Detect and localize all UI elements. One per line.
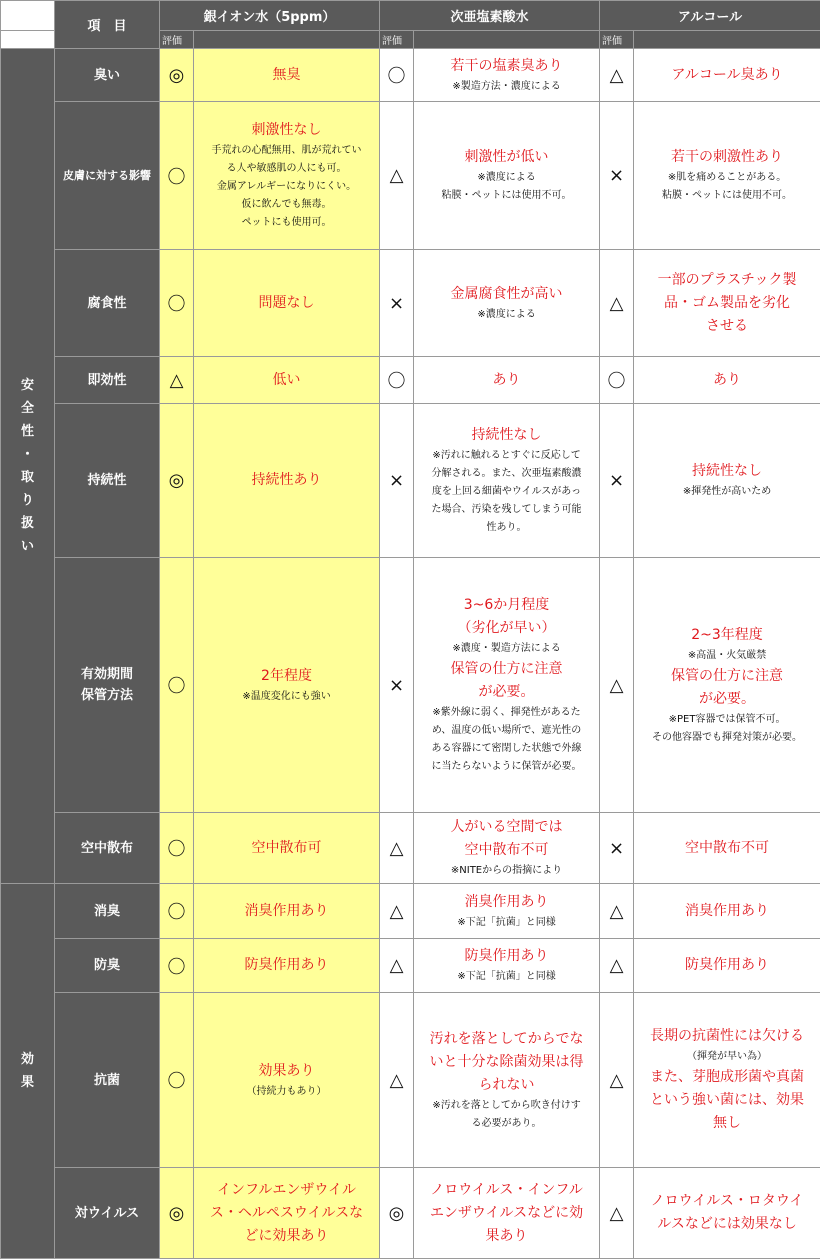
rating-hypochlorous: × bbox=[380, 404, 414, 558]
note-text: 度を上回る細菌やウイルスがあっ bbox=[431, 486, 582, 497]
rating-alcohol: 〇 bbox=[600, 357, 634, 404]
note-text: ※製造方法・濃度による bbox=[452, 80, 561, 92]
rating-alcohol: △ bbox=[600, 1168, 634, 1259]
note-text: ※温度変化にも強い bbox=[242, 690, 331, 702]
main-text: られない bbox=[478, 1076, 535, 1093]
rating-hypochlorous: × bbox=[380, 558, 414, 813]
rating-subheader: 評価 bbox=[600, 31, 634, 49]
main-text: 消臭作用あり bbox=[244, 902, 329, 919]
value-hypochlorous bbox=[414, 250, 600, 357]
item-text: 有効期間 bbox=[80, 667, 133, 682]
value-alcohol bbox=[634, 357, 820, 404]
main-text: 消臭作用あり bbox=[685, 902, 770, 919]
main-text: エンザウイルスなどに効 bbox=[429, 1204, 584, 1221]
note-text: ※汚れを落としてから吹き付けす bbox=[432, 1099, 581, 1111]
rating-alcohol: △ bbox=[600, 49, 634, 102]
main-text: 保管の仕方に注意 bbox=[671, 667, 784, 684]
category-char: 効 bbox=[20, 1052, 34, 1067]
note-text: ※NITEからの指摘により bbox=[450, 865, 563, 876]
rating-alcohol: × bbox=[600, 404, 634, 558]
item-text: 腐食性 bbox=[87, 295, 127, 311]
item-text: 臭い bbox=[93, 67, 120, 83]
item-text: 即効性 bbox=[87, 372, 127, 388]
main-text: また、芽胞成形菌や真菌 bbox=[650, 1069, 805, 1085]
rating-silver-ion: ◎ bbox=[160, 404, 194, 558]
category-char: い bbox=[20, 539, 34, 554]
item-text: 皮膚に対する影響 bbox=[63, 169, 151, 182]
main-text: が必要。 bbox=[699, 690, 756, 707]
row-item-label bbox=[55, 993, 160, 1168]
row-item-label bbox=[55, 102, 160, 250]
row-item-label bbox=[55, 1168, 160, 1259]
item-text: 空中散布 bbox=[80, 840, 133, 856]
table-row bbox=[1, 1168, 820, 1259]
rating-silver-ion: 〇 bbox=[160, 993, 194, 1168]
rating-alcohol: △ bbox=[600, 250, 634, 357]
category-char: 扱 bbox=[20, 516, 34, 531]
category-char: 取 bbox=[20, 470, 34, 485]
table-row bbox=[1, 993, 820, 1168]
main-text: させる bbox=[706, 317, 749, 334]
main-text: 刺激性が低い bbox=[464, 149, 549, 165]
main-text: 保管の仕方に注意 bbox=[450, 661, 563, 677]
main-text: 効果あり bbox=[258, 1062, 315, 1079]
main-text: 金属腐食性が高い bbox=[450, 285, 563, 302]
main-text: 汚れを落としてからでな bbox=[429, 1030, 584, 1047]
value-alcohol bbox=[634, 49, 820, 102]
value-hypochlorous bbox=[414, 102, 600, 250]
value-silver-ion bbox=[194, 404, 380, 558]
column-header-alcohol: アルコール bbox=[600, 1, 820, 31]
item-text: 抗菌 bbox=[93, 1072, 120, 1088]
value-hypochlorous bbox=[414, 558, 600, 813]
main-text: 無し bbox=[713, 1115, 742, 1131]
rating-silver-ion: △ bbox=[160, 357, 194, 404]
main-text: 空中散布不可 bbox=[685, 839, 770, 856]
main-text: ルスなどには効果なし bbox=[657, 1216, 797, 1232]
note-text: その他容器でも揮発対策が必要。 bbox=[652, 731, 803, 743]
rating-alcohol: △ bbox=[600, 884, 634, 939]
item-text: 消臭 bbox=[93, 903, 120, 919]
column-header-hypochlorous: 次亜塩素酸水 bbox=[380, 1, 600, 31]
value-alcohol bbox=[634, 884, 820, 939]
main-text: という強い菌には、効果 bbox=[650, 1092, 805, 1108]
main-text: 低い bbox=[272, 371, 301, 388]
main-text: 果あり bbox=[485, 1227, 528, 1244]
value-silver-ion bbox=[194, 49, 380, 102]
table-row bbox=[1, 49, 820, 102]
rating-silver-ion: 〇 bbox=[160, 884, 194, 939]
note-text: ※肌を痛めることがある。 bbox=[667, 172, 787, 183]
note-text: る必要があり。 bbox=[471, 1117, 542, 1129]
main-text: 刺激性なし bbox=[251, 122, 322, 138]
column-header-silver-ion: 銀イオン水（5ppm） bbox=[160, 1, 380, 31]
note-text: 金属アレルギーになりにくい。 bbox=[216, 181, 357, 192]
table-row bbox=[1, 813, 820, 884]
main-text: 若干の塩素臭あり bbox=[450, 57, 563, 74]
value-hypochlorous bbox=[414, 939, 600, 993]
value-silver-ion bbox=[194, 939, 380, 993]
main-text: 持続性なし bbox=[692, 463, 763, 479]
value-silver-ion bbox=[194, 250, 380, 357]
category-char: ・ bbox=[20, 447, 34, 462]
rating-subheader: 評価 bbox=[380, 31, 414, 49]
main-text: インフルエンザウイル bbox=[216, 1181, 357, 1198]
rating-silver-ion: 〇 bbox=[160, 813, 194, 884]
rating-hypochlorous: 〇 bbox=[380, 49, 414, 102]
rating-silver-ion: 〇 bbox=[160, 939, 194, 993]
category-char: り bbox=[20, 493, 34, 508]
note-text: 粘膜・ペットには使用不可。 bbox=[662, 190, 793, 201]
value-hypochlorous bbox=[414, 993, 600, 1168]
note-text: ※濃度による bbox=[477, 172, 536, 183]
value-alcohol bbox=[634, 813, 820, 884]
rating-hypochlorous: ◎ bbox=[380, 1168, 414, 1259]
value-silver-ion bbox=[194, 884, 380, 939]
row-item-label bbox=[55, 404, 160, 558]
row-item-label bbox=[55, 357, 160, 404]
main-text: 無臭 bbox=[272, 66, 301, 83]
note-text: ※濃度による bbox=[477, 308, 536, 320]
value-alcohol bbox=[634, 1168, 820, 1259]
value-silver-ion bbox=[194, 993, 380, 1168]
value-silver-ion bbox=[194, 357, 380, 404]
value-hypochlorous bbox=[414, 404, 600, 558]
rating-hypochlorous: △ bbox=[380, 884, 414, 939]
note-text: （持続力もあり） bbox=[246, 1085, 327, 1097]
table-row bbox=[1, 357, 820, 404]
table-row bbox=[1, 558, 820, 813]
main-text: 防臭作用あり bbox=[685, 957, 770, 973]
row-item-label bbox=[55, 939, 160, 993]
main-text: 品・ゴム製品を劣化 bbox=[664, 294, 791, 311]
corner-cell bbox=[1, 1, 55, 31]
note-text: に当たらないように保管が必要。 bbox=[431, 761, 582, 772]
main-text: 一部のプラスチック製 bbox=[657, 271, 797, 288]
note-text: ※下記「抗菌」と同様 bbox=[457, 971, 556, 982]
value-silver-ion bbox=[194, 558, 380, 813]
note-text: ※高温・火気厳禁 bbox=[687, 649, 767, 661]
item-header: 項 目 bbox=[55, 1, 160, 49]
row-item-label bbox=[55, 49, 160, 102]
note-text: ※PET容器では保管不可。 bbox=[668, 713, 786, 725]
value-alcohol bbox=[634, 404, 820, 558]
note-text: ※濃度・製造方法による bbox=[452, 643, 561, 654]
main-text: 若干の刺激性あり bbox=[671, 149, 784, 165]
main-text: 2~3年程度 bbox=[691, 626, 763, 643]
value-hypochlorous bbox=[414, 813, 600, 884]
value-silver-ion bbox=[194, 1168, 380, 1259]
value-alcohol bbox=[634, 102, 820, 250]
rating-silver-ion: 〇 bbox=[160, 102, 194, 250]
table-row bbox=[1, 884, 820, 939]
rating-silver-ion: 〇 bbox=[160, 558, 194, 813]
main-text: アルコール臭あり bbox=[671, 66, 783, 83]
rating-silver-ion: 〇 bbox=[160, 250, 194, 357]
note-text: 分解される。また、次亜塩素酸濃 bbox=[431, 468, 582, 479]
value-alcohol bbox=[634, 939, 820, 993]
item-text: 持続性 bbox=[87, 473, 127, 488]
main-text: 人がいる空間では bbox=[450, 819, 563, 835]
value-alcohol bbox=[634, 993, 820, 1168]
main-text: 防臭作用あり bbox=[464, 948, 549, 964]
rating-alcohol: × bbox=[600, 813, 634, 884]
rating-hypochlorous: △ bbox=[380, 993, 414, 1168]
main-text: あり bbox=[713, 371, 742, 388]
row-item-label bbox=[55, 813, 160, 884]
category-char: 全 bbox=[20, 401, 34, 416]
value-silver-ion bbox=[194, 102, 380, 250]
rating-silver-ion: ◎ bbox=[160, 49, 194, 102]
value-alcohol bbox=[634, 250, 820, 357]
rating-hypochlorous: △ bbox=[380, 813, 414, 884]
rating-alcohol: △ bbox=[600, 993, 634, 1168]
main-text: 3~6か月程度 bbox=[463, 597, 550, 613]
rating-hypochlorous: △ bbox=[380, 102, 414, 250]
note-text: ある容器にて密閉した状態で外線 bbox=[431, 743, 582, 754]
category-char: 安 bbox=[20, 378, 34, 393]
rating-hypochlorous: △ bbox=[380, 939, 414, 993]
value-hypochlorous bbox=[414, 884, 600, 939]
value-silver-ion bbox=[194, 813, 380, 884]
note-text: ※汚れに触れるとすぐに反応して bbox=[432, 450, 581, 461]
main-text: 空中散布不可 bbox=[464, 842, 549, 858]
category-char: 果 bbox=[20, 1075, 34, 1090]
rating-subheader: 評価 bbox=[160, 31, 194, 49]
note-text: め、温度の低い場所で、遮光性の bbox=[431, 725, 582, 736]
category-char: 性 bbox=[20, 424, 34, 439]
main-text: ノロウイルス・インフル bbox=[430, 1181, 583, 1198]
note-text: 粘膜・ペットには使用不可。 bbox=[441, 190, 572, 201]
main-text: 消臭作用あり bbox=[464, 893, 549, 910]
row-item-label bbox=[55, 558, 160, 813]
main-text: 持続性あり bbox=[251, 472, 322, 488]
main-text: いと十分な除菌効果は得 bbox=[429, 1053, 584, 1070]
main-text: （劣化が早い） bbox=[457, 620, 556, 636]
note-text: ※揮発性が高いため bbox=[682, 486, 772, 497]
row-item-label bbox=[55, 884, 160, 939]
main-text: 2年程度 bbox=[261, 667, 312, 684]
main-text: 問題なし bbox=[258, 294, 315, 311]
item-text: 防臭 bbox=[93, 958, 120, 973]
rating-hypochlorous: 〇 bbox=[380, 357, 414, 404]
note-text: ペットにも使用可。 bbox=[241, 217, 332, 228]
row-item-label bbox=[55, 250, 160, 357]
item-text: 保管方法 bbox=[80, 688, 133, 703]
rating-alcohol: △ bbox=[600, 939, 634, 993]
table-row bbox=[1, 939, 820, 993]
note-text: 仮に飲んでも無毒。 bbox=[241, 199, 332, 210]
main-text: 長期の抗菌性には欠ける bbox=[650, 1028, 805, 1044]
main-text: 持続性なし bbox=[471, 427, 542, 443]
main-text: ス・ヘルペスウイルスな bbox=[209, 1204, 364, 1221]
main-text: 空中散布可 bbox=[251, 839, 322, 856]
note-text: 手荒れの心配無用、肌が荒れてい bbox=[211, 145, 362, 156]
header-row bbox=[1, 1, 820, 31]
main-text: ノロウイルス・ロタウイ bbox=[650, 1193, 804, 1209]
value-hypochlorous bbox=[414, 1168, 600, 1259]
category-effect bbox=[1, 884, 55, 1259]
category-safety bbox=[1, 49, 55, 884]
note-text: ※下記「抗菌」と同様 bbox=[457, 916, 556, 928]
note-text: （揮発が早い為） bbox=[687, 1051, 768, 1062]
note-text: る人や敏感肌の人にも可。 bbox=[226, 163, 347, 174]
value-hypochlorous bbox=[414, 357, 600, 404]
rating-silver-ion: ◎ bbox=[160, 1168, 194, 1259]
note-text: 性あり。 bbox=[486, 522, 527, 533]
table-row bbox=[1, 102, 820, 250]
rating-alcohol: × bbox=[600, 102, 634, 250]
value-alcohol bbox=[634, 558, 820, 813]
rating-alcohol: △ bbox=[600, 558, 634, 813]
note-text: ※紫外線に弱く、揮発性があるた bbox=[432, 707, 581, 718]
main-text: が必要。 bbox=[478, 684, 535, 700]
table-row bbox=[1, 404, 820, 558]
note-text: た場合、汚染を残してしまう可能 bbox=[431, 504, 582, 515]
value-hypochlorous bbox=[414, 49, 600, 102]
rating-hypochlorous: × bbox=[380, 250, 414, 357]
table-row bbox=[1, 250, 820, 357]
item-text: 対ウイルス bbox=[74, 1205, 140, 1221]
main-text: 防臭作用あり bbox=[244, 957, 329, 973]
main-text: あり bbox=[492, 371, 521, 388]
main-text: どに効果あり bbox=[244, 1227, 329, 1244]
